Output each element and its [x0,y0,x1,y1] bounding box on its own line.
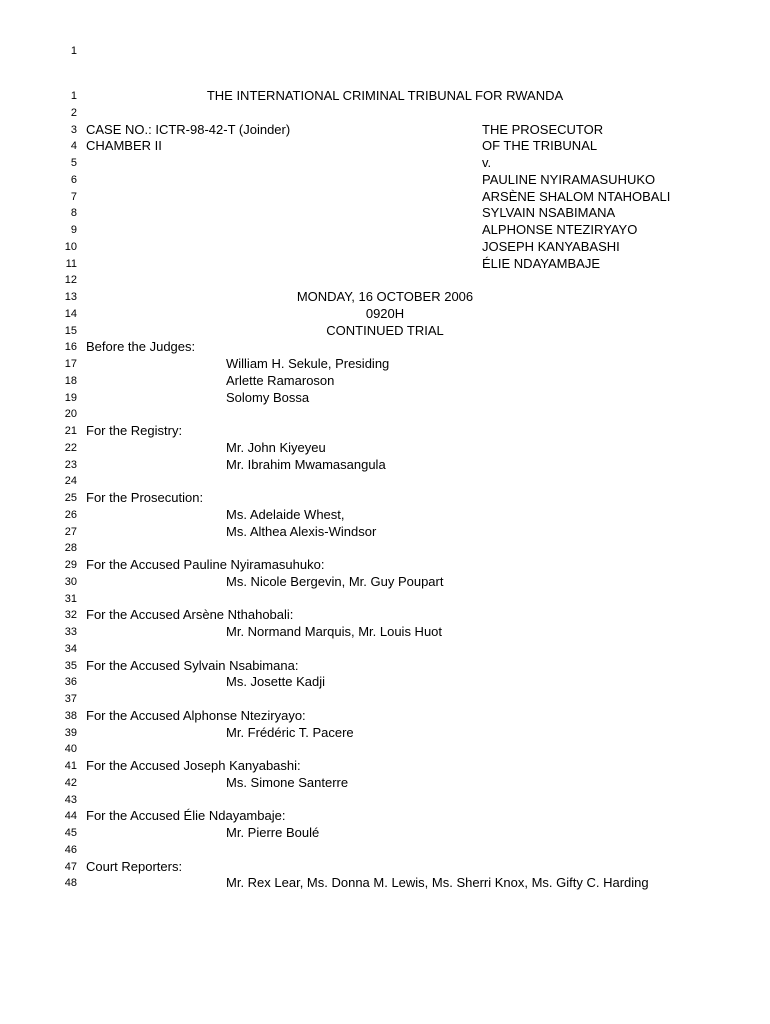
line-number: 10 [64,240,77,253]
transcript-line [0,574,770,591]
line-number: 36 [64,676,77,689]
line-text: SYLVAIN NSABIMANA [482,205,616,221]
transcript-line [0,557,770,574]
line-number: 34 [64,642,77,655]
transcript-line [0,189,770,206]
line-text: MONDAY, 16 OCTOBER 2006 [296,289,474,304]
line-number: 27 [64,525,77,538]
line-number: 4 [70,140,77,153]
line-text: Mr. John Kiyeyeu [226,439,326,455]
line-number: 24 [64,475,77,488]
transcript-line [0,775,770,792]
line-number: 28 [64,542,77,555]
transcript-line [0,490,770,507]
line-text: ARSÈNE SHALOM NTAHOBALI [482,188,671,204]
line-number: 37 [64,693,77,705]
line-text: Solomy Bossa [226,389,310,405]
transcript-line [0,658,770,675]
line-number: 11 [65,257,77,270]
line-number: 20 [64,408,77,421]
transcript-line [0,808,770,825]
transcript-line [0,222,770,239]
line-number: 43 [64,793,77,806]
transcript-line [0,256,770,273]
line-text: THE PROSECUTOR [482,121,604,137]
transcript-line [0,741,770,758]
line-text: Ms. Josette Kadji [226,674,325,690]
line-number: 3 [70,123,77,136]
line-number: 5 [70,157,77,169]
line-text: For the Accused Arsène Nthahobali: [86,607,294,623]
line-text: CASE NO.: ICTR-98-42-T (Joinder) [86,121,291,137]
transcript-line [0,708,770,725]
transcript-line [0,105,770,122]
transcript-line [0,323,770,340]
transcript-line [0,607,770,624]
transcript-line [0,691,770,708]
line-text: For the Accused Sylvain Nsabimana: [86,657,299,673]
transcript-line [0,306,770,323]
transcript-line [0,473,770,490]
line-number: 23 [64,458,77,471]
line-number: 19 [64,391,77,404]
line-text: For the Registry: [86,423,183,438]
transcript-line [0,289,770,306]
line-text: Mr. Ibrahim Mwamasangula [226,456,386,472]
transcript-line [0,674,770,691]
transcript-line [0,792,770,809]
line-number: 22 [64,441,77,454]
transcript-line [0,239,770,256]
transcript-line [0,272,770,289]
line-number: 9 [70,224,77,236]
line-text: Mr. Frédéric T. Pacere [226,724,354,740]
line-text: Ms. Simone Santerre [226,774,349,790]
line-number: 7 [70,190,77,203]
line-number: 46 [64,843,77,856]
line-number: 12 [64,274,77,287]
line-text: Court Reporters: [86,858,183,874]
line-number: 40 [64,743,77,756]
line-number: 6 [70,173,77,186]
transcript-line [0,339,770,356]
line-number: 26 [64,508,77,521]
transcript-line [0,825,770,842]
line-number: 38 [64,709,77,722]
transcript-line [0,540,770,557]
line-text: PAULINE NYIRAMASUHUKO [482,171,656,187]
transcript-line [0,88,770,105]
line-number: 45 [64,827,77,839]
line-number: 48 [64,877,77,890]
transcript-line [0,859,770,876]
line-text: 0920H [365,305,405,321]
line-text: v. [482,155,492,170]
line-text: For the Accused Joseph Kanyabashi: [86,758,301,773]
transcript-line [0,440,770,457]
transcript-line [0,624,770,641]
line-number: 25 [64,492,77,504]
transcript-line [0,356,770,373]
transcript-line [0,122,770,139]
transcript-line [0,373,770,390]
page-number: 1 [70,45,77,57]
line-text: OF THE TRIBUNAL [482,138,598,154]
transcript-line [0,390,770,407]
line-text: Ms. Althea Alexis-Windsor [226,523,377,539]
transcript-line [0,205,770,222]
line-text: For the Accused Alphonse Nteziryayo: [86,707,306,723]
line-number: 42 [64,776,77,789]
line-number: 18 [64,374,77,387]
line-text: JOSEPH KANYABASHI [482,238,620,254]
line-text: Mr. Pierre Boulé [226,825,320,840]
line-number: 41 [64,760,77,772]
line-number: 17 [64,358,77,370]
line-text: CHAMBER II [86,138,162,154]
line-number: 16 [64,341,77,354]
line-text: ÉLIE NDAYAMBAJE [482,255,600,271]
transcript-line [0,172,770,189]
line-text: Arlette Ramaroson [226,372,335,388]
transcript-line [0,155,770,172]
transcript-line [0,457,770,474]
transcript-lines [0,88,770,892]
line-text: For the Prosecution: [86,490,204,505]
transcript-line [0,725,770,742]
line-number: 13 [64,291,77,303]
line-text: Mr. Normand Marquis, Mr. Louis Huot [226,624,443,639]
line-number: 30 [64,575,77,588]
line-text: Ms. Adelaide Whest, [226,506,345,522]
transcript-line [0,591,770,608]
line-number: 47 [64,860,77,873]
line-text: William H. Sekule, Presiding [226,356,390,371]
line-number: 32 [64,609,77,622]
transcript-line [0,524,770,541]
line-number: 15 [64,324,77,337]
line-number: 35 [64,659,77,672]
line-text: CONTINUED TRIAL [326,322,444,338]
line-text: THE INTERNATIONAL CRIMINAL TRIBUNAL FOR RWANDA [206,88,564,103]
line-number: 21 [64,425,77,437]
line-text: Mr. Rex Lear, Ms. Donna M. Lewis, Ms. Sherri Knox, Ms. Gifty C. Harding [226,875,649,891]
line-text: For the Accused Pauline Nyiramasuhuko: [86,557,325,572]
transcript-line [0,406,770,423]
transcript-line [0,875,770,892]
line-number: 44 [64,810,77,823]
transcript-line [0,842,770,859]
transcript-line [0,423,770,440]
line-text: For the Accused Élie Ndayambaje: [86,808,286,824]
line-number: 1 [70,90,77,102]
transcript-line [0,758,770,775]
line-text: Ms. Nicole Bergevin, Mr. Guy Poupart [226,573,444,589]
transcript-line [0,641,770,658]
line-text: Before the Judges: [86,339,196,355]
line-number: 31 [64,592,77,605]
line-text: ALPHONSE NTEZIRYAYO [482,222,638,237]
line-number: 8 [70,207,77,220]
line-number: 2 [70,106,77,119]
line-number: 33 [64,626,77,638]
line-number: 14 [64,307,77,320]
line-number: 29 [64,559,77,571]
transcript-line [0,138,770,155]
line-number: 39 [64,726,77,739]
transcript-line [0,507,770,524]
